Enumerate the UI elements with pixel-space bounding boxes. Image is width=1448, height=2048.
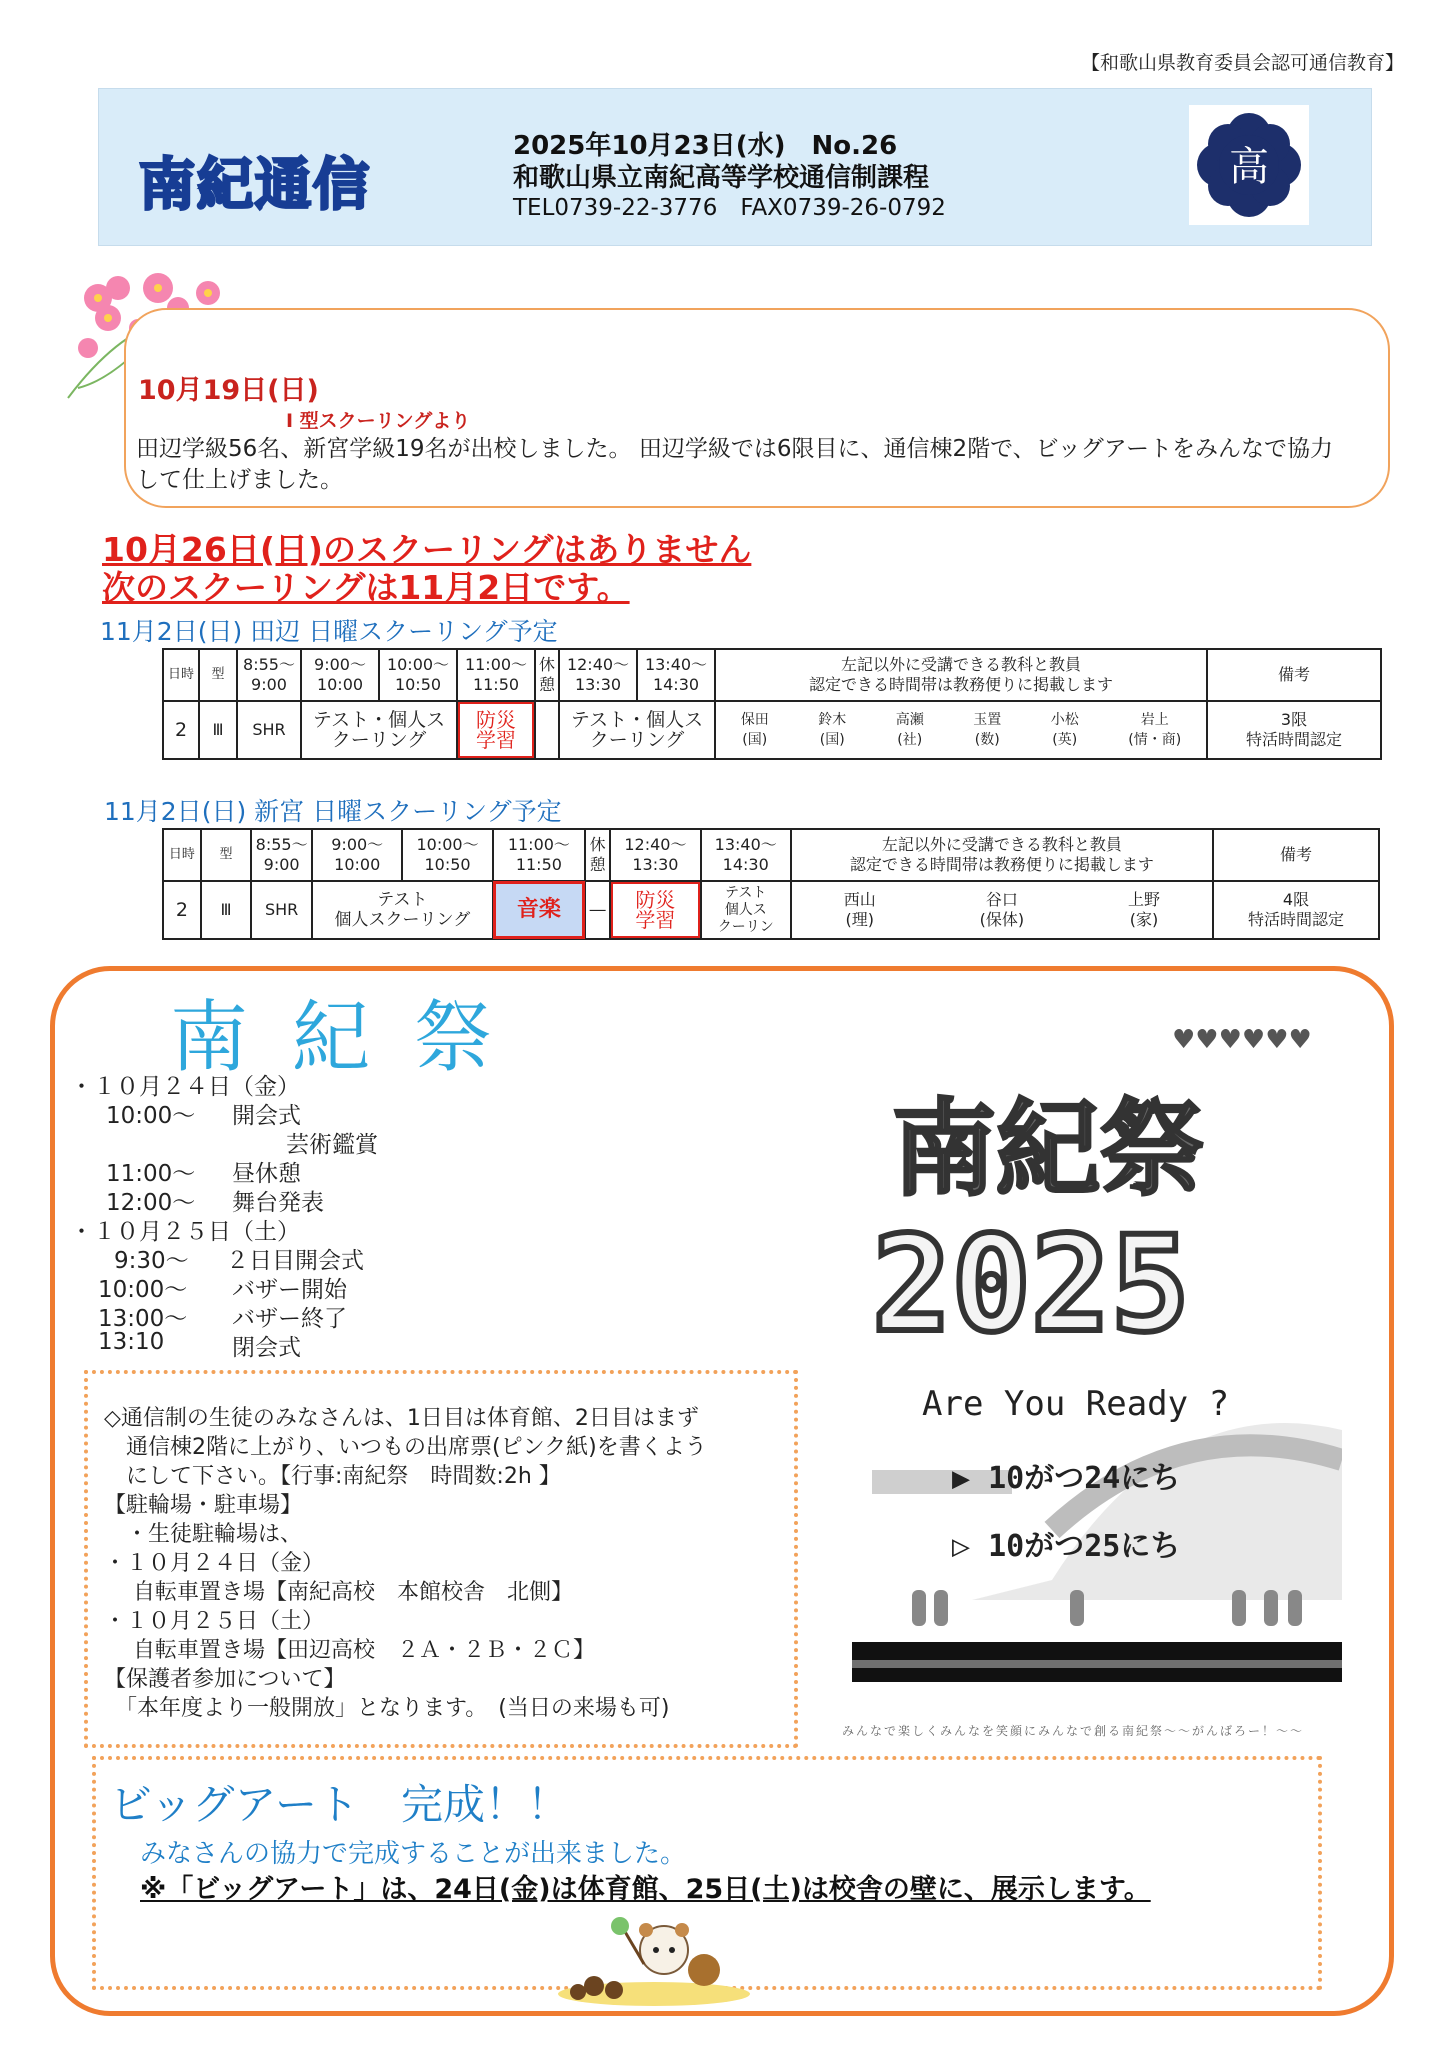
note-cell: 3限 特活時間認定: [1207, 701, 1381, 759]
teacher-item: 鈴木 (国): [818, 712, 847, 748]
crest-char: 高: [1229, 144, 1269, 190]
teacher-item: 上野 (家): [1128, 890, 1161, 929]
note-cell: 4限 特活時間認定: [1213, 881, 1379, 939]
music-cell: 音楽: [493, 881, 585, 939]
notice-subtitle: Ⅰ 型スクーリングより: [286, 410, 471, 432]
header-cell: 9:00～ 10:00: [312, 829, 402, 881]
shr-cell: SHR: [251, 881, 312, 939]
info-line: ・生徒駐輪場は、: [104, 1522, 303, 1547]
info-line: 「本年度より一般開放」となります。 (当日の来場も可): [104, 1696, 670, 1721]
info-line: ・１０月２５日（土）: [104, 1609, 325, 1634]
teachers-cell: [791, 881, 1213, 939]
teacher-item: 小松 (英): [1050, 712, 1079, 748]
shingu-schedule-table: [162, 828, 1380, 940]
poster-menu-day2: ▷ 10がつ25にち: [952, 1529, 1181, 1564]
teacher-item: 谷口 (保体): [979, 890, 1025, 929]
poster-caption: みんなで楽しくみんなを笑顔にみんなで創る南紀祭～～がんばろー！～～: [842, 1724, 1305, 1738]
test-cell: テスト 個人スクーリング: [312, 881, 493, 939]
schedule-time: 9:30～: [114, 1248, 189, 1274]
teacher-item: 玉置 (数): [973, 712, 1002, 748]
festival-day1: ・１０月２４日（金）: [70, 1074, 300, 1100]
bigart-title: ビッグアート 完成！！: [110, 1780, 570, 1829]
header-cell: 左記以外に受講できる教科と教員 認定できる時間帯は教務便りに掲載します: [715, 649, 1207, 701]
poster-title: 南紀祭: [892, 1088, 1205, 1210]
header-cell: 休 憩: [535, 649, 559, 701]
newsletter-title: 南紀通信: [139, 153, 371, 218]
tanabe-schedule-table: [162, 648, 1382, 760]
break-cell: [535, 701, 559, 759]
break-cell: ―: [585, 881, 610, 939]
crest-icon: [1189, 105, 1309, 225]
mascot-icon: [554, 1910, 754, 2006]
teacher-item: 高瀬 (社): [895, 712, 924, 748]
shr-cell: SHR: [237, 701, 301, 759]
teacher-list: [716, 710, 1206, 750]
header-cell: 13:40～ 14:30: [637, 649, 715, 701]
festival-day2: ・１０月２５日（土）: [70, 1219, 300, 1245]
poster-year: 2025: [872, 1208, 1190, 1362]
info-line: 【保護者参加について】: [104, 1667, 346, 1692]
header-banner: [98, 88, 1372, 246]
type-cell: Ⅲ: [199, 701, 237, 759]
teacher-item: 西山 (理): [843, 890, 876, 929]
schedule-time: 12:00～: [106, 1190, 196, 1216]
school-name: 和歌山県立南紀高等学校通信制課程: [513, 163, 930, 193]
festival-title: 南紀祭: [170, 993, 537, 1083]
teacher-item: 保田 (国): [740, 712, 769, 748]
type-cell: Ⅲ: [201, 881, 251, 939]
schedule-time: 10:00～: [106, 1103, 196, 1129]
table-header-row: [163, 649, 1381, 701]
issue-date: 2025年10月23日(水) No.26: [513, 131, 898, 161]
no-schooling-notice: 10月26日(日)のスクーリングはありません: [102, 530, 752, 569]
teacher-item: 岩上 (情・商): [1128, 712, 1182, 748]
header-cell: 休 憩: [585, 829, 610, 881]
teachers-cell: [715, 701, 1207, 759]
header-cell: 13:40～ 14:30: [701, 829, 791, 881]
disaster-study-cell: 防災 学習: [610, 881, 700, 939]
header-cell: 左記以外に受講できる教科と教員 認定できる時間帯は教務便りに掲載します: [791, 829, 1213, 881]
table-header-row: [163, 829, 1379, 881]
header-cell: 8:55～ 9:00: [251, 829, 312, 881]
day-cell: 2: [163, 701, 199, 759]
school-crest: [1189, 105, 1309, 225]
poster-graphic: [852, 1010, 1342, 1750]
schedule-event: 開会式: [232, 1103, 301, 1129]
teacher-list: [792, 890, 1212, 930]
info-line: 自転車置き場【南紀高校 本館校舎 北側】: [104, 1580, 573, 1605]
info-line: 自転車置き場【田辺高校 ２Ａ・２Ｂ・２Ｃ】: [104, 1638, 595, 1663]
schedule-event: 昼休憩: [232, 1161, 301, 1187]
info-line: 通信棟2階に上がり、いつもの出席票(ピンク紙)を書くよう: [104, 1435, 707, 1460]
header-cell: 9:00～ 10:00: [301, 649, 379, 701]
header-cell: 型: [199, 649, 237, 701]
day-cell: 2: [163, 881, 201, 939]
festival-poster: [852, 1010, 1342, 1750]
schedule-event: 舞台発表: [232, 1190, 324, 1216]
test-cell: テスト・個人ス クーリング: [301, 701, 457, 759]
header-cell: 日時: [163, 649, 199, 701]
test-cell-afternoon: テスト 個人ス クーリン: [701, 881, 791, 939]
schedule-event: ２日目開会式: [226, 1248, 364, 1274]
next-schooling-notice: 次のスクーリングは11月2日です。: [102, 568, 630, 607]
header-cell: 12:40～ 13:30: [610, 829, 700, 881]
table-row: [163, 701, 1381, 759]
schedule-event: 閉会式: [232, 1335, 301, 1361]
bigart-note: ※「ビッグアート」は、24日(金)は体育館、25日(土)は校舎の壁に、展示します。: [140, 1874, 1151, 1905]
poster-menu-day1: ▶ 10がつ24にち: [952, 1461, 1181, 1496]
schedule-time: 11:00～: [106, 1161, 196, 1187]
contact-line: TEL0739-22-3776 FAX0739-26-0792: [513, 195, 946, 221]
header-cell: 8:55～ 9:00: [237, 649, 301, 701]
schedule-event: 芸術鑑賞: [286, 1132, 378, 1158]
header-cell: 12:40～ 13:30: [559, 649, 637, 701]
top-note: 【和歌山県教育委員会認可通信教育】: [1080, 52, 1404, 74]
schedule-time: 13:00～: [98, 1306, 188, 1332]
info-line: にして下さい。【行事:南紀祭 時間数:2h 】: [104, 1464, 561, 1489]
header-cell: 備考: [1207, 649, 1381, 701]
bigart-subtitle: みなさんの協力で完成することが出来ました。: [140, 1839, 687, 1869]
header-cell: 型: [201, 829, 251, 881]
schedule-event: バザー終了: [232, 1306, 347, 1332]
test-cell-afternoon: テスト・個人ス クーリング: [559, 701, 715, 759]
header-cell: 11:00～ 11:50: [457, 649, 535, 701]
shingu-schedule-title: 11月2日(日) 新宮 日曜スクーリング予定: [104, 797, 562, 826]
notice-body: 田辺学級56名、新宮学級19名が出校しました。 田辺学級では6限目に、通信棟2階で、ビッグアートをみんなで協力して仕上げました。: [136, 436, 1334, 493]
schedule-time: 10:00～: [98, 1277, 188, 1303]
schedule-event: バザー開始: [232, 1277, 347, 1303]
tanabe-schedule-title: 11月2日(日) 田辺 日曜スクーリング予定: [100, 617, 558, 646]
info-line: ◇通信制の生徒のみなさんは、1日目は体育館、2日目はまず: [104, 1406, 699, 1431]
poster-slogan: Are You Ready ?: [922, 1384, 1230, 1424]
table-row: [163, 881, 1379, 939]
info-line: 【駐輪場・駐車場】: [104, 1493, 303, 1518]
notice-date: 10月19日(日): [138, 375, 319, 406]
schedule-time: 13:10: [98, 1329, 165, 1355]
header-cell: 備考: [1213, 829, 1379, 881]
header-cell: 10:00～ 10:50: [402, 829, 492, 881]
poster-hearts: ♥♥♥♥♥♥: [1172, 1025, 1312, 1055]
header-cell: 日時: [163, 829, 201, 881]
header-cell: 10:00～ 10:50: [379, 649, 457, 701]
disaster-study-cell: 防災 学習: [457, 701, 535, 759]
info-line: ・１０月２４日（金）: [104, 1551, 325, 1576]
header-cell: 11:00～ 11:50: [493, 829, 585, 881]
